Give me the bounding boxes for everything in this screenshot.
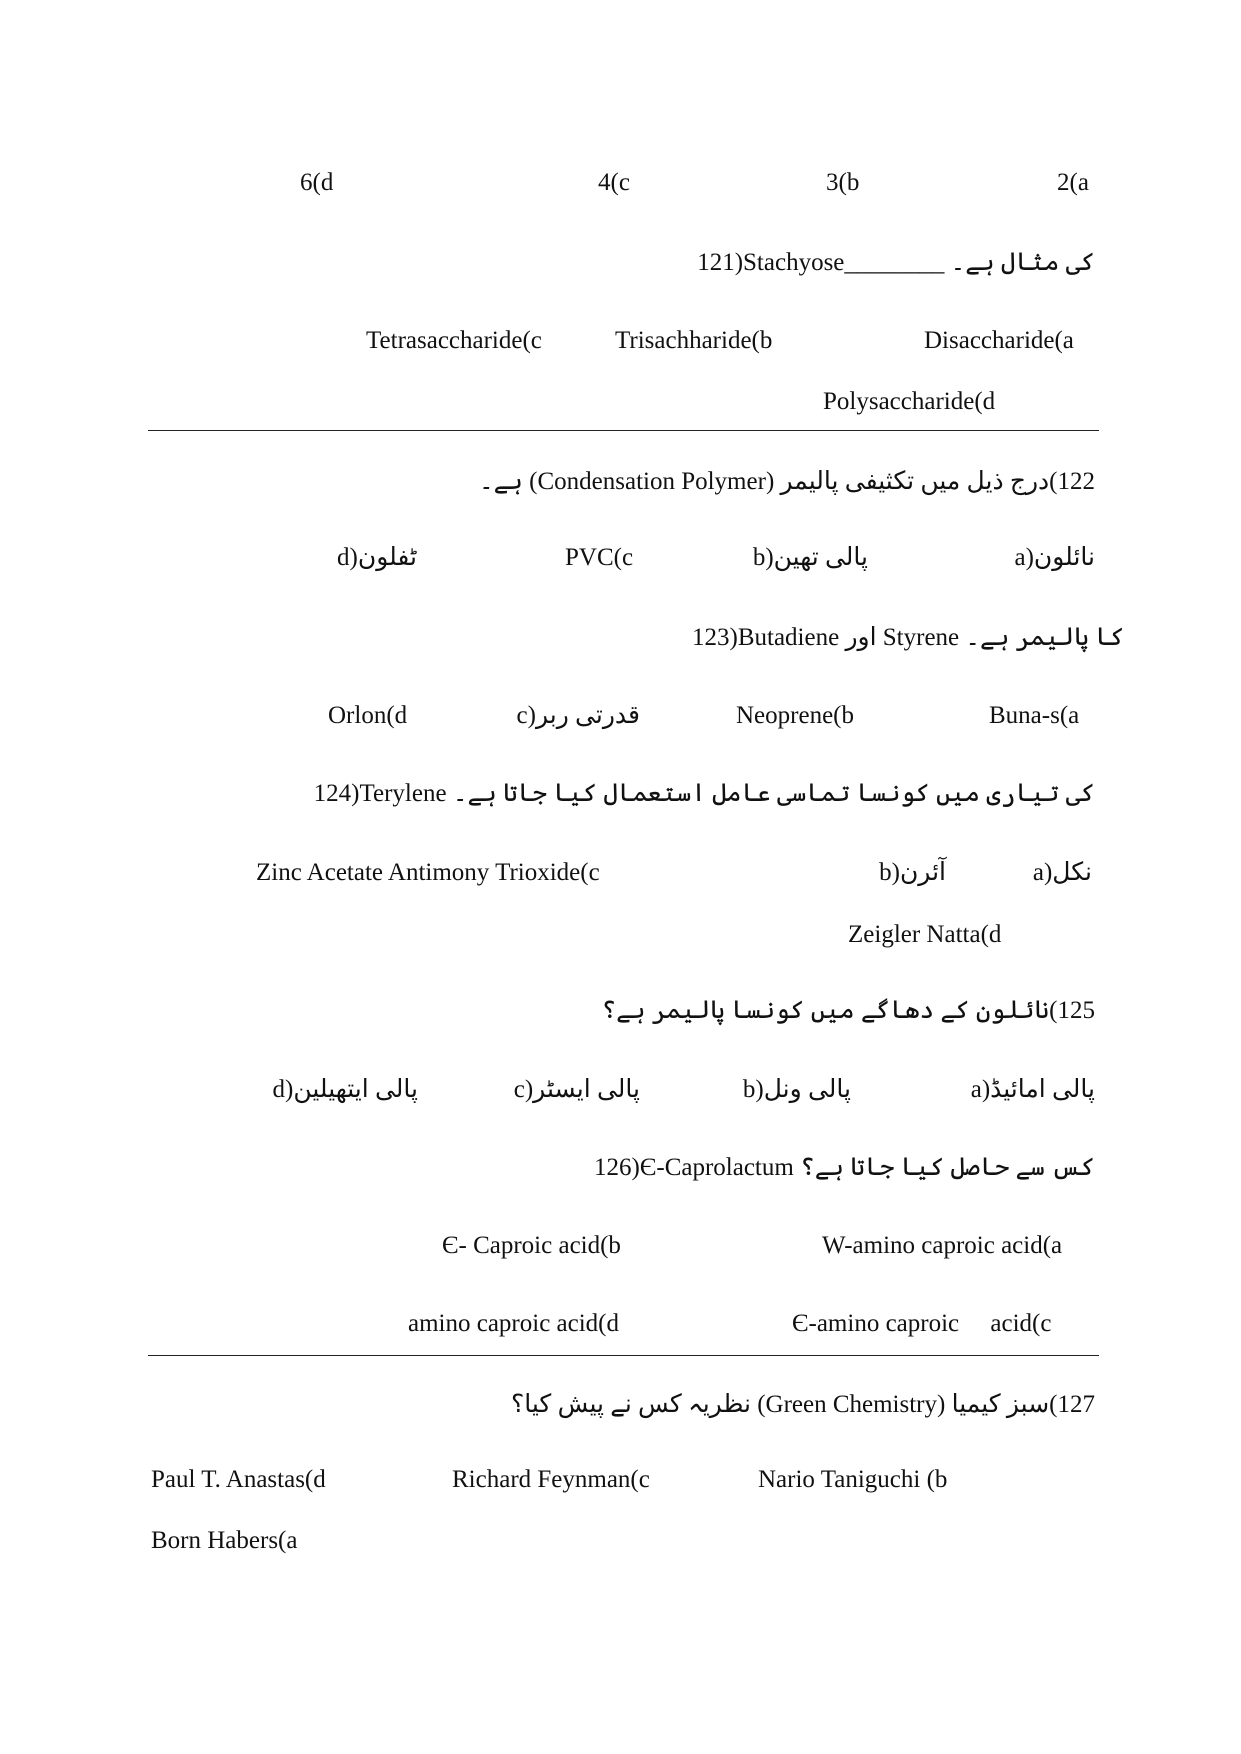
q122-option-c: PVC(c bbox=[565, 544, 634, 571]
q123-option-b: Neoprene(b bbox=[736, 702, 854, 729]
q126-option-b: Є- Caproic acid(b bbox=[442, 1232, 621, 1259]
q122-option-a: a)نائلون bbox=[1014, 544, 1095, 571]
q125-option-c: c)پالی ایسٹر bbox=[513, 1076, 640, 1103]
q124-option-d: Zeigler Natta(d bbox=[848, 921, 1002, 948]
q123-option-d: Orlon(d bbox=[328, 702, 408, 729]
q127-option-c: Richard Feynman(c bbox=[452, 1466, 650, 1493]
question-125: 125)نائلون کے دھاگے میں کونسا پالیمر ہے؟ bbox=[601, 997, 1095, 1024]
q121-option-c: Tetrasaccharide(c bbox=[366, 327, 542, 354]
q127-option-d: Paul T. Anastas(d bbox=[151, 1466, 326, 1493]
q125-option-a: a)پالی امائیڈ bbox=[970, 1076, 1095, 1103]
q121-option-b: Trisachharide(b bbox=[615, 327, 773, 354]
prev-option-b: 3(b bbox=[826, 169, 860, 196]
q125-option-b: b)پالی ونل bbox=[742, 1076, 851, 1103]
q123-option-c: c)قدرتی ربر bbox=[516, 702, 640, 729]
prev-option-d: 6(d bbox=[300, 169, 334, 196]
q121-option-d: Polysaccharide(d bbox=[823, 388, 996, 415]
question-124: 124)Terylene کی تیاری میں کونسا تماسی عامل استعمال کیا جاتا ہے۔ bbox=[313, 780, 1095, 807]
q126-option-a: W-amino caproic acid(a bbox=[822, 1232, 1063, 1259]
q124-option-a: a)نکل bbox=[1032, 859, 1092, 886]
question-121: 121)Stachyose________ کی مثال ہے۔ bbox=[697, 249, 1095, 276]
q122-option-b: b)پالی تھین bbox=[752, 544, 868, 571]
prev-option-a: 2(a bbox=[1057, 169, 1089, 196]
q127-option-a: Born Habers(a bbox=[151, 1527, 298, 1554]
q122-option-d: d)ٹفلون bbox=[337, 544, 417, 571]
q123-option-a: Buna-s(a bbox=[989, 702, 1080, 729]
section-divider-2 bbox=[148, 1355, 1099, 1356]
q124-option-c: Zinc Acetate Antimony Trioxide(c bbox=[256, 859, 600, 886]
q121-option-a: Disaccharide(a bbox=[924, 327, 1074, 354]
question-127: 127)سبز کیمیا (Green Chemistry) نظریہ کس نے پیش کیا؟ bbox=[510, 1391, 1095, 1418]
prev-option-c: 4(c bbox=[598, 169, 630, 196]
q126-option-d: amino caproic acid(d bbox=[408, 1310, 620, 1337]
section-divider bbox=[148, 430, 1099, 431]
q127-option-b: Nario Taniguchi (b bbox=[758, 1466, 948, 1493]
question-123: 123)Butadiene اور Styrene کا پالیمر ہے۔ bbox=[692, 624, 1125, 651]
q124-option-b: b)آئرن bbox=[879, 859, 946, 886]
question-122: 122)درج ذیل میں تکثیفی پالیمر (Condensation Polymer) ہے۔ bbox=[478, 468, 1095, 495]
question-126: 126)Є-Caprolactum کس سے حاصل کیا جاتا ہے؟ bbox=[594, 1154, 1095, 1181]
q125-option-d: d)پالی ایتھیلین bbox=[272, 1076, 418, 1103]
q126-option-c: Є-amino caproic acid(c bbox=[792, 1310, 1052, 1337]
